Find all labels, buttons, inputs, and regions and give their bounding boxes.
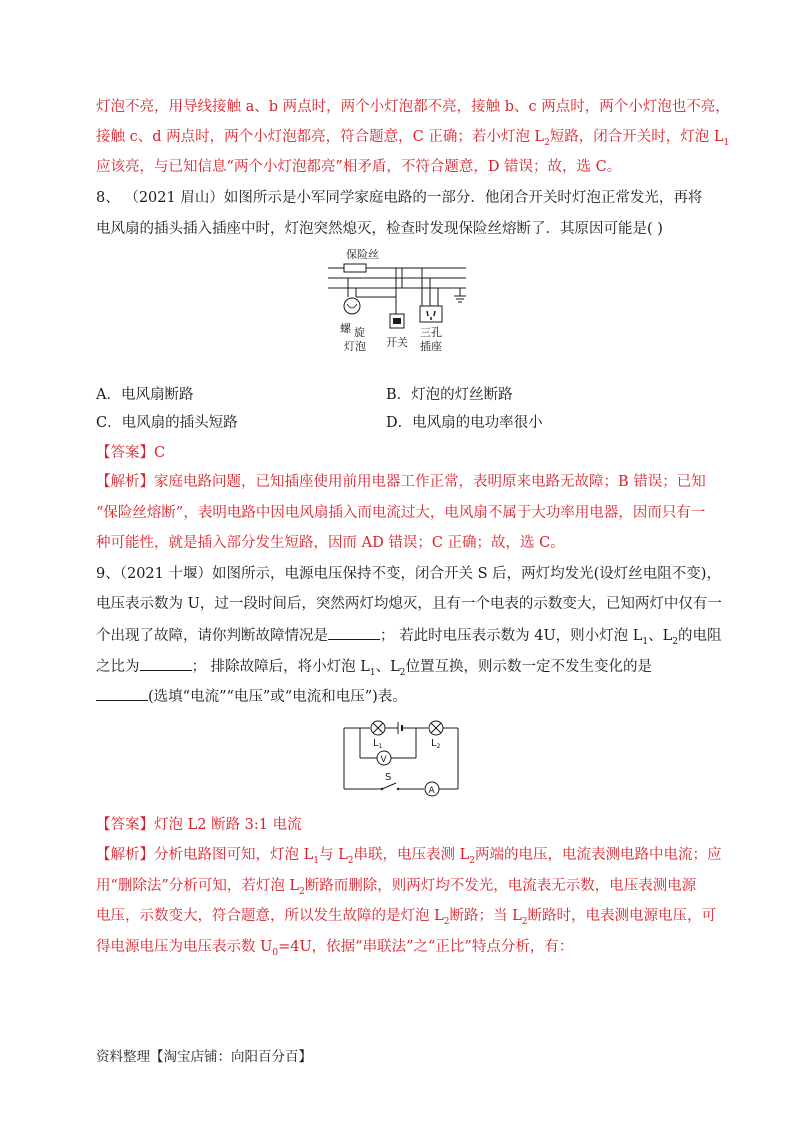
q8-stem-line-2: 电风扇的插头插入插座中时，灯泡突然熄灭，检查时发现保险丝熔断了．其原因可能是( ) <box>96 221 663 237</box>
fuse-label: 保险丝 <box>346 248 379 261</box>
switch-label: 开关 <box>386 336 408 349</box>
q9-analysis-line-1: 【解析】分析电路图可知，灯泡 $L_1$与 $L_2$串联，电压表测 $L_2$两端的电压，电流表测电路中电流；应 <box>96 847 722 866</box>
switch-s-label: S <box>385 772 392 783</box>
q8-option-d: D．电风扇的电功率很小 <box>386 415 543 431</box>
switch-s-icon <box>382 783 396 789</box>
q9-analysis-line-4: 得电源电压为电压表示数 $U_0=4U$，依据“串联法”之“正比”特点分析，有： <box>96 939 574 958</box>
q8-analysis-line-2: “保险丝熔断”，表明电路中因电风扇插入而电流过大，电风扇不属于大功率用电器，因而只有一 <box>96 505 706 521</box>
answer-blank-2 <box>140 656 192 671</box>
answer-blank-3 <box>96 686 148 701</box>
lamp-l1-label: $L_1$ <box>373 738 383 750</box>
fuse-icon <box>344 264 366 272</box>
ammeter-label: A <box>428 786 435 796</box>
q8-answer: 【答案】C <box>96 445 166 461</box>
q8-analysis-line-1: 【解析】家庭电路问题，已知插座使用前用电器工作正常，表明原来电路无故障；B 错误；已知 <box>96 474 706 490</box>
bulb-label-3: 灯泡 <box>344 340 366 353</box>
q9-stem-line-5: (选填“电流”“电压”或“电流和电压”)表。 <box>96 686 407 707</box>
bulb-icon <box>344 298 360 314</box>
q9-answer: 【答案】灯泡 L2 断路 3:1 电流 <box>96 817 302 833</box>
prev-solution-line-2: 接触 c、d 两点时，两个小灯泡都亮，符合题意，C 正确；若小灯泡 $L_2$短路，闭合开关时，灯泡 $L_1$ <box>96 129 730 148</box>
q8-option-a: A．电风扇断路 <box>96 387 194 403</box>
voltmeter-label: V <box>380 755 387 765</box>
answer-blank-1 <box>328 625 380 640</box>
socket-label-1: 三孔 <box>420 326 442 339</box>
q8-option-b: B．灯泡的灯丝断路 <box>386 387 513 403</box>
socket-label-2: 插座 <box>420 340 442 353</box>
q8-stem-line-1: 8、 （2021 眉山）如图所示是小军同学家庭电路的一部分．他闭合开关时灯泡正常发光，再将 <box>96 190 703 206</box>
q9-stem-line-1: 9、（2021 十堰）如图所示，电源电压保持不变，闭合开关 S 后，两灯均发光(设灯丝电阻不变)， <box>96 566 721 582</box>
q9-stem-line-3: 个出现了故障，请你判断故障情况是 ； 若此时电压表示数为 4U，则小灯泡 $L_1$、$L_2$的电阻 <box>96 625 722 652</box>
lamp-l2-label: $L_2$ <box>431 738 441 750</box>
prev-solution-line-3: 应该亮，与已知信息“两个小灯泡都亮”相矛盾，不符合题意，D 错误；故，选 C。 <box>96 159 622 175</box>
bulb-label-2: 旋 <box>354 326 365 339</box>
q9-stem-line-4: 之比为 ； 排除故障后，将小灯泡 $L_1$、$L_2$位置互换，则示数一定不发生变化的是 <box>96 656 652 683</box>
q9-series-circuit-diagram <box>340 714 464 800</box>
page-footer: 资料整理【淘宝店铺：向阳百分百】 <box>96 1049 312 1065</box>
q8-option-c: C．电风扇的插头短路 <box>96 415 238 431</box>
q8-household-circuit-diagram <box>326 244 476 356</box>
q9-analysis-line-3: 电压，示数变大，符合题意，所以发生故障的是灯泡 $L_2$断路；当 $L_2$断路时，电表测电源电压，可 <box>96 908 716 927</box>
bulb-label-1: 螺 <box>340 322 351 335</box>
q9-analysis-line-2: 用“删除法”分析可知，若灯泡 $L_2$断路而删除，则两灯均不发光，电流表无示数，电压表测电源 <box>96 878 697 897</box>
q8-analysis-line-3: 种可能性，就是插入部分发生短路，因而 AD 错误；C 正确；故，选 C。 <box>96 535 565 551</box>
q9-stem-line-2: 电压表示数为 U，过一段时间后，突然两灯均熄灭，且有一个电表的示数变大，已知两灯中仅有一 <box>96 596 722 612</box>
prev-solution-line-1: 灯泡不亮，用导线接触 a、b 两点时，两个小灯泡都不亮，接触 b、c 两点时，两个小灯泡也不亮， <box>96 99 730 115</box>
